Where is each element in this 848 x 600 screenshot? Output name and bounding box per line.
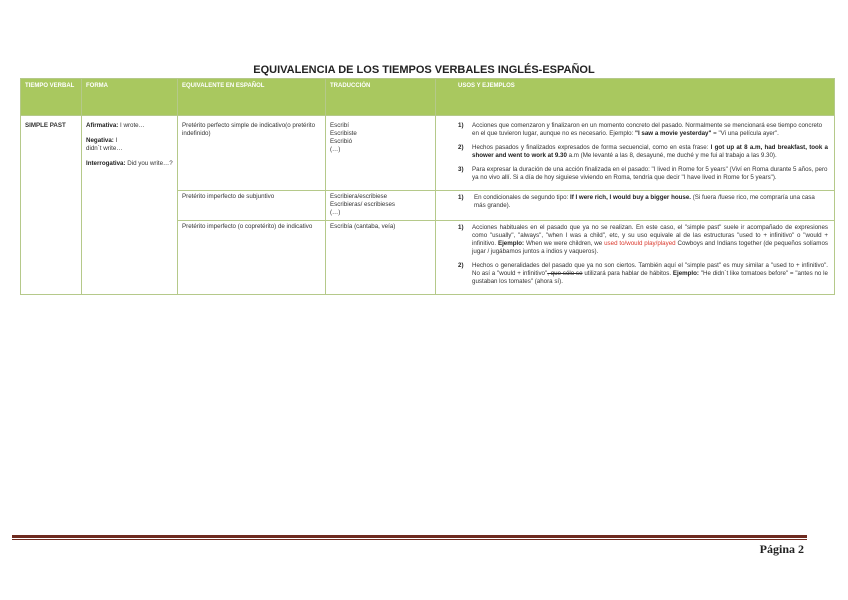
tense-cell: SIMPLE PAST (21, 116, 82, 295)
uso-item (458, 122, 828, 138)
uso-example: Ejemplo: (497, 240, 525, 247)
uso-text: (Si fuera /fuese rico, me compraría una casa más grande). (474, 194, 815, 209)
traduccion-line: Escribí (330, 122, 349, 129)
uso-text: Hechos pasados y finalizados expresados de forma secuencial, como en esta frase: (472, 144, 711, 151)
uso-text: Cowboys and Indians together (de pequeños solíamos jugar / jugábamos juntos a indios y vaqueros). (472, 240, 828, 255)
equivalente-cell: Pretérito perfecto simple de indicativo(o pretérito indefinido) (178, 116, 326, 191)
usos-cell (436, 191, 835, 221)
uso-number: 1) (458, 194, 464, 201)
traduccion-line: Escribía (cantaba, veía) (330, 223, 396, 230)
uso-text: utilizará para hablar de hábitos. (582, 270, 673, 277)
uso-item (458, 194, 828, 210)
negativa-label: Negativa: (86, 137, 114, 144)
header-tiempo-verbal: TIEMPO VERBAL (21, 79, 82, 116)
afirmativa-label: Afirmativa: (86, 122, 119, 129)
document-title: EQUIVALENCIA DE LOS TIEMPOS VERBALES INGLÉS-ESPAÑOL (253, 64, 595, 76)
uso-example: "I saw a movie yesterday" (635, 130, 712, 137)
uso-example: If I were rich, I would buy a bigger house. (569, 194, 692, 201)
traduccion-cell (326, 221, 436, 295)
uso-number: 1) (458, 122, 464, 129)
equivalente-cell: Pretérito imperfecto de subjuntivo (178, 191, 326, 221)
table-row (21, 116, 835, 191)
uso-number: 1) (458, 224, 464, 231)
interrogativa-label: Interrogativa: (86, 160, 126, 167)
uso-text: En condicionales de segundo tipo: (474, 194, 570, 201)
traduccion-line: Escribieras/ escribieses (330, 201, 395, 208)
uso-item (458, 144, 828, 160)
uso-number: 3) (458, 166, 464, 173)
uso-text: When we were children, we (524, 240, 605, 247)
page-number: Página 2 (759, 542, 804, 556)
header-forma: FORMA (82, 79, 178, 116)
footer-rule (12, 535, 807, 538)
uso-text: "He didn´t like tomatoes before" = "antes no le gustaban los tomates" (ahora sí). (472, 270, 828, 285)
uso-number: 2) (458, 144, 464, 151)
uso-text: Acciones que comenzaron y finalizaron en un momento concreto del pasado. Normalmente se mencionará ese tiempo concreto en el que tuvieron lugar, aunque no es necesario. Ejemplo: (472, 122, 823, 137)
header-equivalente: EQUIVALENTE EN ESPAÑOL (178, 79, 326, 116)
verb-tense-table (20, 78, 835, 295)
uso-example: I got up at 8 a.m, had breakfast, took a shower and went to work at 9.30 (472, 144, 828, 159)
traduccion-line: (…) (330, 209, 341, 216)
uso-item (458, 262, 828, 286)
traduccion-cell (326, 191, 436, 221)
header-traduccion: TRADUCCIÓN (326, 79, 436, 116)
traduccion-line: Escribió (330, 138, 353, 145)
uso-example: Ejemplo: (672, 270, 699, 277)
uso-number: 2) (458, 262, 464, 269)
forma-cell (82, 116, 178, 295)
traduccion-line: (…) (330, 146, 341, 153)
uso-item (458, 166, 828, 182)
traduccion-line: Escribiera/escribiese (330, 193, 388, 200)
uso-text: Hechos o generalidades del pasado que ya no son ciertos. También aquí el "simple past" es muy similar a "used to + infinitivo". No así a "would + infinitivo" (472, 262, 828, 277)
header-usos: USOS Y EJEMPLOS (436, 79, 835, 116)
negativa-text: I (113, 137, 118, 144)
interrogativa-text: Did you write…? (125, 160, 173, 167)
usos-cell (436, 116, 835, 191)
afirmativa-text: I wrote… (118, 122, 145, 129)
uso-item (458, 224, 828, 256)
table-header-row (21, 79, 835, 116)
negativa-text-2: didn´t write… (86, 145, 123, 152)
footer-rule-thin (12, 539, 807, 540)
uso-text: = "Vi una película ayer". (711, 130, 779, 137)
uso-text: a.m (Me levanté a las 8, desayuné, me duché y me fui al trabajo a las 9.30). (566, 152, 777, 159)
usos-cell (436, 221, 835, 295)
uso-text: Acciones habituales en el pasado que ya no se realizan. En este caso, el "simple past" suele ir acompañado de expresiones como "usually", "always", "when I was a child", etc, y su uso equivale al de las estructuras "used to + infinitivo" o "would + infinitivo. (472, 224, 828, 247)
uso-strikethrough: , que sólo se (547, 270, 583, 277)
traduccion-line: Escribiste (330, 130, 357, 137)
uso-text: Para expresar la duración de una acción finalizada en el pasado: "I lived in Rome for 5 years" (Viví en Roma durante 5 años, pero ya no vivo allí. Si a día de hoy siguiese viviendo en Roma, tendría que decir "I have lived in Rome for 5 years"). (472, 166, 828, 181)
equivalente-cell: Pretérito imperfecto (o copretérito) de indicativo (178, 221, 326, 295)
traduccion-cell (326, 116, 436, 191)
uso-highlight: used to/would play/played (604, 240, 676, 247)
